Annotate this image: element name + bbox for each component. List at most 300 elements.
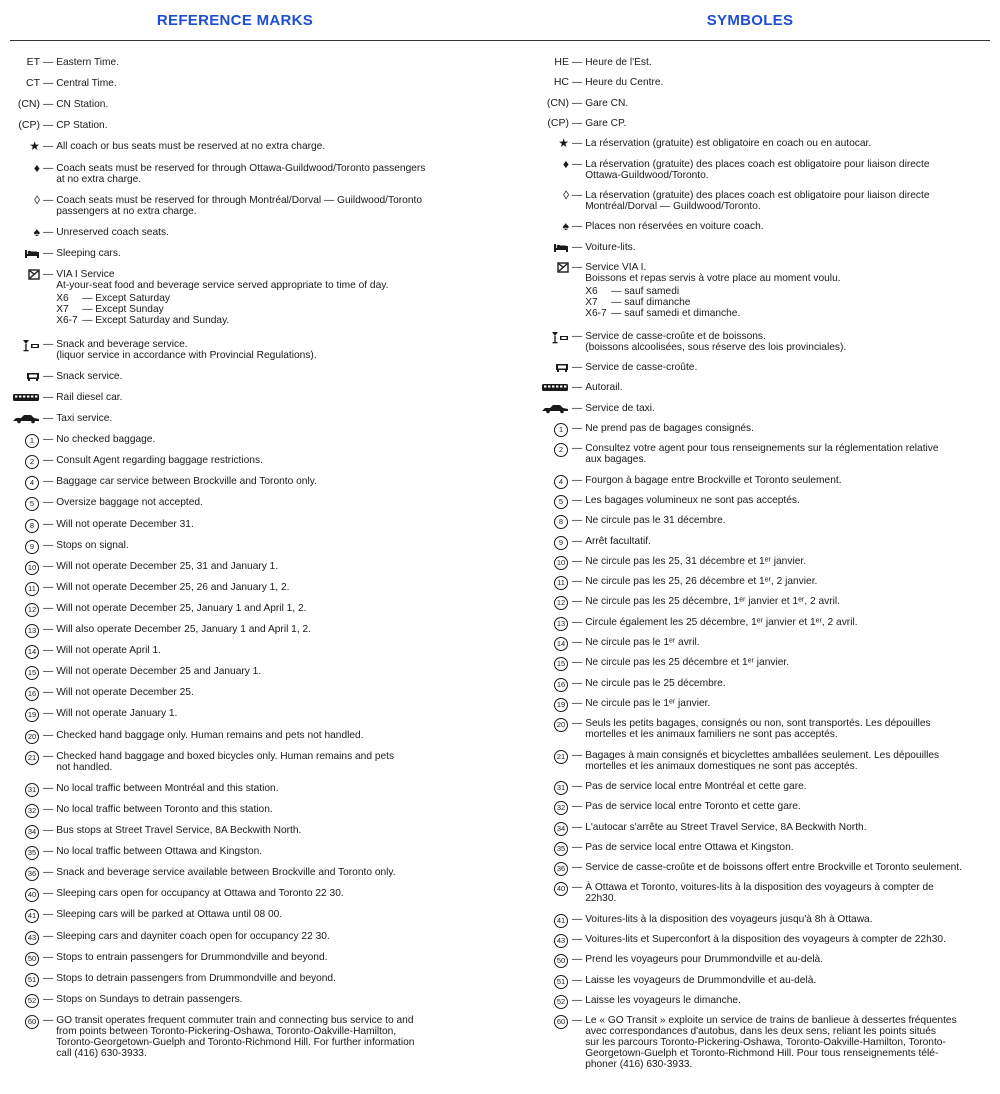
circled-number: 43 [554,934,568,948]
left-entry-via-service [0,269,470,326]
right-entry-circled-12 [530,596,992,610]
entry-text: Service de casse-croûte et de boissons offert entre Brockville et Toronto seulement. [585,862,962,874]
em-dash: — [572,780,583,792]
em-dash: — [572,697,583,709]
circled-number: 8 [25,519,39,533]
right-entry-star [530,138,992,149]
em-dash: — [572,637,583,649]
right-entry-circled-34 [530,822,992,836]
circled-13-icon [0,624,40,638]
circled-number: 9 [25,540,39,554]
circled-number: 14 [554,637,568,651]
snack-icon [530,362,569,373]
reference-code: ET [26,56,40,68]
entry-text: Unreserved coach seats. [56,226,169,238]
em-dash: — [572,841,583,853]
entry-text: Bagages à main consignés et bicyclettes amballées seulement. Les dépouilles mortelles et les animaux domestiques ne sont pas acceptés. [585,749,940,772]
left-entry-circled-36 [0,867,470,881]
circled-21-icon [0,751,40,765]
em-dash: — [572,657,583,669]
left-entry-circled-35 [0,846,470,860]
right-entry-circled-43 [530,934,992,948]
circled-number: 16 [554,678,568,692]
right-entry-circled-36 [530,862,992,876]
right-entry-circled-8 [530,515,992,529]
circled-number: 35 [554,842,568,856]
left-entry-rail-diesel-car [0,392,470,403]
circled-50-icon [0,952,40,966]
em-dash: — [43,708,54,720]
circled-14-icon [0,645,40,659]
entry-text: Stops on Sundays to detrain passengers. [56,993,243,1005]
em-dash: — [43,951,54,963]
entry-text: À Ottawa et Toronto, voitures-lits à la disposition des voyageurs à compter de 22h30. [585,882,934,905]
circled-52-icon [530,995,569,1009]
right-entry-rail-diesel-car [530,382,992,393]
circled-10-icon [530,556,569,570]
right-entry-circled-32 [530,801,992,815]
entry-text: Will not operate December 25, 31 and January 1. [56,560,279,572]
entry-text: Oversize baggage not accepted. [56,497,203,509]
em-dash: — [43,120,54,132]
left-entry-cp [0,120,470,131]
em-dash: — [572,330,583,342]
em-dash: — [572,422,583,434]
em-dash: — [43,888,54,900]
entry-text: Eastern Time. [56,57,120,68]
exception-row [56,304,470,315]
left-entry-circled-32 [0,804,470,818]
entry-text: All coach or bus seats must be reserved at no extra charge. [56,141,326,153]
entry-text: Prend les voyageurs pour Drummondville et au-delà. [585,954,824,966]
entry-text: Snack service. [56,370,123,382]
reference-marks-heading: REFERENCE MARKS [156,12,314,29]
right-entry-circled-60 [530,1015,992,1070]
em-dash: — [572,677,583,689]
circled-number: 51 [25,973,39,987]
entry-text: Ne circule pas le 31 décembre. [585,515,726,527]
entry-text: Le « GO Transit » exploite un service de trains de banlieue à dessertes fréquentes avec correspondances d'autobus, dans les deux sens, reliant les points situés sur les parcours Toronto-Pickering-Oshawa, Toronto-Oakville-Hamilton, Toronto- Georgetown-Guelph et Toronto-Richmond Hill. Pour tous renseignements télé- phoner (416) 630-3933. [585,1015,957,1071]
entry-text: Seuls les petits bagages, consignés ou non, sont transportés. Les dépouilles mortelles et les animaux familiers ne sont pas acceptés. [585,718,931,741]
entry-text: La réservation (gratuite) est obligatoire en coach ou en autocar. [585,138,872,150]
em-dash: — [43,581,54,593]
em-dash: — [572,138,583,150]
right-entry-spade [530,221,992,232]
left-entry-circled-12 [0,603,470,617]
star-icon: ★ [558,136,569,151]
exception-text: — Except Saturday and Sunday. [82,315,230,326]
circled-15-icon [530,657,569,671]
right-entry-circled-51 [530,975,992,989]
em-dash: — [43,434,54,446]
exception-code: X7 [56,304,69,315]
circled-8-icon [530,515,569,529]
circled-5-icon [530,495,569,509]
em-dash: — [43,78,54,90]
entry-text: Snack and beverage service available between Brockville and Toronto only. [56,867,396,879]
exception-row [585,308,992,319]
em-dash: — [43,825,54,837]
circled-number: 2 [25,455,39,469]
circled-number: 35 [25,846,39,860]
left-entry-circled-9 [0,540,470,554]
circled-11-icon [530,576,569,590]
right-entry-circled-19 [530,698,992,712]
service-exceptions [56,293,470,326]
left-entry-solid-diamond [0,160,470,185]
circled-2-icon [530,443,569,457]
circled-50-icon [530,954,569,968]
circled-31-icon [0,783,40,797]
em-dash: — [572,913,583,925]
exception-row [585,286,992,297]
circled-35-icon [0,846,40,860]
circled-4-icon [0,476,40,490]
em-dash: — [572,57,583,68]
right-entry-circled-16 [530,678,992,692]
left-entry-sleeping-car [0,248,470,259]
left-entry-taxi [0,413,470,424]
em-dash: — [572,189,583,201]
entry-text: CP Station. [56,120,108,132]
left-entry-circled-11 [0,582,470,596]
right-entry-circled-13 [530,617,992,631]
circled-number: 20 [554,718,568,732]
circled-51-icon [530,975,569,989]
circled-9-icon [0,540,40,554]
rail-diesel-car-icon [0,392,40,403]
em-dash: — [43,602,54,614]
left-entry-circled-5 [0,497,470,511]
circled-number: 13 [25,624,39,638]
entry-text: GO transit operates frequent commuter train and connecting bus service to and from points between Toronto-Pickering-Oshawa, Toronto-Oakville-Hamilton, Toronto-Georgetown-Guelph and Toronto-Richmond Hill. For further information call (416) 630-3933. [56,1014,415,1059]
em-dash: — [572,954,583,966]
em-dash: — [43,687,54,699]
exception-code: X7 [585,296,598,308]
circled-number: 11 [25,582,39,596]
circled-21-icon [530,750,569,764]
circled-number: 10 [554,556,568,570]
em-dash: — [43,476,54,488]
em-dash: — [43,666,54,678]
entry-text: Will not operate April 1. [56,645,161,657]
left-entry-circled-10 [0,561,470,575]
entry-text: L'autocar s'arrête au Street Travel Service, 8A Beckwith North. [585,821,867,833]
em-dash: — [572,718,583,730]
em-dash: — [43,729,54,741]
left-entry-circled-2 [0,455,470,469]
circled-number: 4 [25,476,39,490]
entry-text: Will not operate December 31. [56,518,194,530]
entry-text: No local traffic between Toronto and this station. [56,803,273,815]
circled-52-icon [0,994,40,1008]
circled-number: 15 [554,657,568,671]
left-entry-circled-14 [0,645,470,659]
entry-text: Ne circule pas les 25, 31 décembre et 1ᵉʳ janvier. [585,555,807,567]
circled-13-icon [530,617,569,631]
entry-text: Fourgon à bagage entre Brockville et Toronto seulement. [585,474,842,486]
circled-number: 21 [25,751,39,765]
right-entry-circled-31 [530,781,992,795]
circled-number: 21 [554,750,568,764]
left-entry-snack [0,371,470,382]
circled-number: 19 [554,698,568,712]
circled-19-icon [530,698,569,712]
entry-text: La réservation (gratuite) des places coach est obligatoire pour liaison directe Montréal/Dorval — Guildwood/Toronto. [585,189,930,212]
snack-beverage-icon [0,339,40,352]
circled-15-icon [0,666,40,680]
circled-2-icon [0,455,40,469]
circled-number: 36 [554,862,568,876]
symboles-heading: SYMBOLES [706,12,794,29]
circled-number: 51 [554,975,568,989]
left-entry-circled-8 [0,519,470,533]
circled-40-icon [530,882,569,896]
exception-text: — Except Saturday [82,293,170,304]
circled-1-icon [530,423,569,437]
via-service-icon [0,269,40,280]
left-entry-star [0,141,470,152]
circled-number: 20 [25,730,39,744]
sleeping-car-icon [0,248,40,259]
right-entry-circled-41 [530,914,992,928]
circled-number: 60 [25,1015,39,1029]
em-dash: — [572,474,583,486]
circled-number: 52 [25,994,39,1008]
circled-number: 60 [554,1015,568,1029]
em-dash: — [572,555,583,567]
em-dash: — [572,97,583,109]
left-entry-circled-16 [0,687,470,701]
entry-text: No local traffic between Montréal and this station. [56,782,279,794]
em-dash: — [43,269,54,280]
right-entry-circled-11 [530,576,992,590]
entry-text: Voitures-lits à la disposition des voyageurs jusqu'à 8h à Ottawa. [585,913,873,925]
entry-text: Ne circule pas les 25, 26 décembre et 1ᵉʳ, 2 janvier. [585,576,818,588]
reference-code: HE [554,56,569,68]
left-entry-circled-50 [0,952,470,966]
left-entry-circled-13 [0,624,470,638]
entry-text: Service de taxi. [585,402,655,414]
circled-number: 14 [25,645,39,659]
em-dash: — [43,497,54,509]
entry-text: Sleeping cars. [56,247,121,259]
solid-diamond-icon: ♦ [562,156,569,171]
entry-text: Laisse les voyageurs de Drummondville et au-delà. [585,974,817,986]
entry-text: Service de casse-croûte. [585,362,698,374]
circled-36-icon [530,862,569,876]
exception-text: — sauf samedi [611,285,680,297]
spade-icon: ♠ [33,224,40,239]
circled-34-icon [0,825,40,839]
right-entry-circled-9 [530,536,992,550]
circled-14-icon [530,637,569,651]
circled-36-icon [0,867,40,881]
circled-60-icon [530,1015,569,1029]
em-dash: — [43,1014,54,1026]
em-dash: — [572,934,583,946]
circled-19-icon [0,708,40,722]
em-dash: — [572,616,583,628]
circled-number: 50 [554,954,568,968]
entry-text: No checked baggage. [56,434,156,446]
circled-number: 13 [554,617,568,631]
circled-20-icon [530,718,569,732]
em-dash: — [43,624,54,636]
circled-number: 34 [25,825,39,839]
left-entry-circled-51 [0,973,470,987]
entry-text: Will not operate January 1. [56,708,178,720]
left-entry-circled-34 [0,825,470,839]
entry-text: Sleeping cars open for occupancy at Ottawa and Toronto 22 30. [56,888,344,900]
left-entry-circled-1 [0,434,470,448]
circled-12-icon [530,596,569,610]
em-dash: — [572,994,583,1006]
em-dash: — [572,443,583,455]
outline-diamond-icon: ◊ [34,192,40,207]
em-dash: — [572,1015,583,1027]
taxi-icon [0,413,40,424]
exception-code: X6-7 [56,315,78,326]
left-entry-outline-diamond [0,192,470,217]
right-entry-circled-5 [530,495,992,509]
em-dash: — [572,117,583,129]
reference-code: (CP) [547,116,569,129]
em-dash: — [572,402,583,414]
taxi-icon [530,403,569,414]
entry-text: Ne circule pas les 25 décembre et 1ᵉʳ janvier. [585,657,790,669]
em-dash: — [43,162,54,174]
circled-41-icon [0,909,40,923]
entry-text: Service de casse-croûte et de boissons. (boissons alcoolisées, sous réserve des lois provinciales). [585,330,847,353]
em-dash: — [43,972,54,984]
em-dash: — [572,515,583,527]
circled-34-icon [530,822,569,836]
circled-number: 16 [25,687,39,701]
entry-text: Will not operate December 25, 26 and January 1, 2. [56,581,290,593]
circled-12-icon [0,603,40,617]
circled-number: 1 [554,423,568,437]
circled-number: 12 [25,603,39,617]
em-dash: — [572,494,583,506]
entry-text: Consultez votre agent pour tous renseignements sur la réglementation relative aux bagages. [585,443,939,466]
left-entry-cn [0,99,470,110]
entry-text: Voitures-lits et Superconfort à la disposition des voyageurs à compter de 22h30. [585,934,946,946]
entry-text: La réservation (gratuite) des places coach est obligatoire pour liaison directe Ottawa-Guildwood/Toronto. [585,158,930,181]
left-entry-circled-41 [0,909,470,923]
em-dash: — [43,226,54,238]
left-entry-circled-20 [0,730,470,744]
circled-number: 40 [554,882,568,896]
entry-text: Pas de service local entre Toronto et cette gare. [585,801,801,813]
exception-code: X6 [56,293,69,304]
em-dash: — [43,141,54,153]
em-dash: — [43,413,54,425]
em-dash: — [43,560,54,572]
entry-text: Ne circule pas le 1ᵉʳ avril. [585,637,700,649]
service-exceptions [585,286,992,319]
exception-text: — Except Sunday [82,304,164,315]
em-dash: — [43,867,54,879]
reference-code: HC [553,76,569,89]
entry-text: Places non réservées en voiture coach. [585,221,764,233]
em-dash: — [572,241,583,253]
right-entry-snack-beverage [530,331,992,353]
em-dash: — [572,821,583,833]
em-dash: — [43,846,54,858]
entry-text: Laisse les voyageurs le dimanche. [585,994,741,1006]
circled-4-icon [530,475,569,489]
right-entry-circled-35 [530,842,992,856]
circled-number: 41 [25,909,39,923]
circled-16-icon [530,678,569,692]
circled-43-icon [0,931,40,945]
em-dash: — [43,909,54,921]
em-dash: — [572,749,583,761]
left-entry-spade [0,224,470,239]
left-entry-ct [0,78,470,89]
left-entry-circled-21 [0,751,470,773]
em-dash: — [572,221,583,233]
entry-text: Will also operate December 25, January 1 and April 1, 2. [56,624,312,636]
entry-text: Ne circule pas le 25 décembre. [585,677,726,689]
left-entry-circled-15 [0,666,470,680]
circled-number: 2 [554,443,568,457]
circled-number: 5 [554,495,568,509]
left-entry-circled-52 [0,994,470,1008]
reference-code: (CP) [18,119,40,132]
entry-text: Baggage car service between Brockville and Toronto only. [56,476,317,488]
circled-number: 31 [25,783,39,797]
em-dash: — [572,882,583,894]
circled-number: 1 [25,434,39,448]
em-dash: — [43,803,54,815]
entry-text: Les bagages volumineux ne sont pas acceptés. [585,494,800,506]
right-entry-circled-40 [530,882,992,904]
entry-text: Taxi service. [56,413,113,425]
circled-41-icon [530,914,569,928]
circled-number: 8 [554,515,568,529]
entry-text: Heure de l'Est. [585,57,652,68]
solid-diamond-icon: ♦ [33,160,40,175]
em-dash: — [43,247,54,259]
circled-32-icon [0,804,40,818]
exception-text: — sauf dimanche [611,296,691,308]
entry-text: Rail diesel car. [56,391,123,403]
entry-text: Will not operate December 25, January 1 and April 1, 2. [56,602,307,614]
em-dash: — [43,194,54,206]
circled-number: 19 [25,708,39,722]
exception-text: — sauf samedi et dimanche. [611,307,741,319]
circled-9-icon [530,536,569,550]
circled-number: 32 [25,804,39,818]
circled-16-icon [0,687,40,701]
em-dash: — [43,750,54,762]
circled-number: 12 [554,596,568,610]
em-dash: — [572,362,583,374]
left-entry-circled-60 [0,1015,470,1059]
left-entry-et [0,57,470,68]
entry-text: Sleeping cars and dayniter coach open for occupancy 22 30. [56,930,330,942]
reference-code: (CN) [546,96,569,109]
entry-text: Ne prend pas de bagages consignés. [585,422,754,434]
em-dash: — [43,993,54,1005]
em-dash: — [572,261,583,273]
entry-text: Arrêt facultatif. [585,535,651,547]
entry-text: Stops on signal. [56,539,129,551]
right-entry-hc [530,77,992,88]
entry-text: Coach seats must be reserved for through Montréal/Dorval — Guildwood/Toronto passengers at no extra charge. [56,194,422,217]
